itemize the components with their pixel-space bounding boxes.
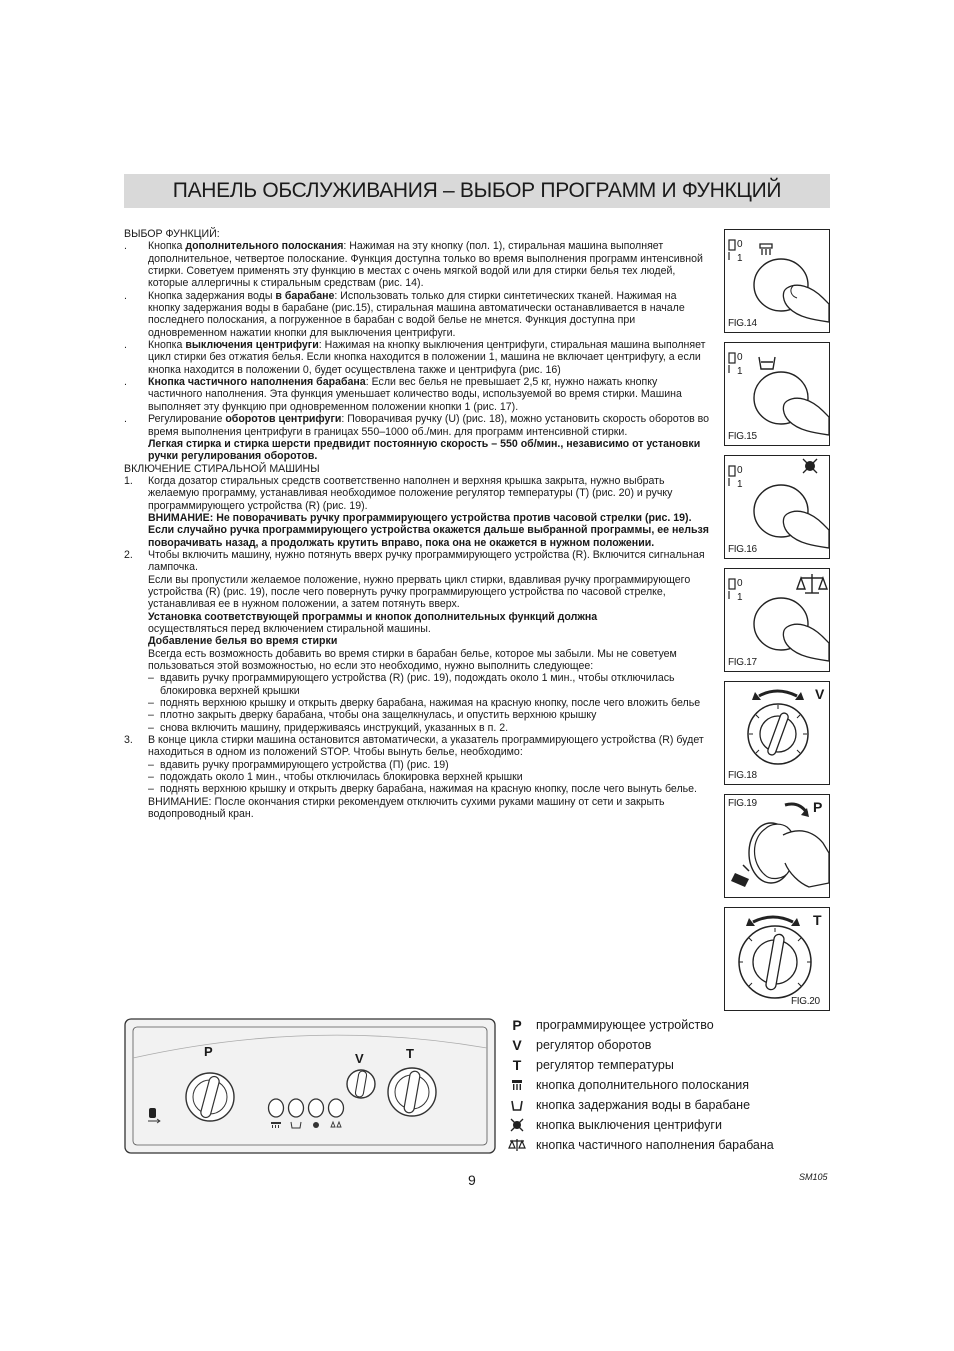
dash-item: – плотно закрыть дверку барабана, чтобы она защелкнулась, и опустить верхнюю крышку [148, 709, 597, 722]
step-3: 3. В конце цикла стирки машина остановится автоматически, а указатель программирующего устройства (R) будет находиться в одном из положений STOP. Чтобы вынуть белье, необходимо: [124, 734, 704, 759]
panel-label-t: T [406, 1046, 414, 1061]
figure-15: 0 1 FIG.15 [724, 342, 830, 446]
legend-item [506, 1115, 836, 1135]
legend-item [506, 1135, 836, 1155]
panel-label-p: P [204, 1044, 213, 1059]
figure-20: T FIG.20 [724, 907, 830, 1011]
title-bar [124, 174, 830, 208]
water-hold-icon [506, 1098, 528, 1112]
panel-label-v: V [355, 1051, 364, 1066]
speed-knob [347, 1070, 375, 1098]
rinse-icon [760, 244, 772, 255]
legend-item [506, 1055, 836, 1075]
final-warning: ВНИМАНИЕ: После окончания стирки рекомендуем отключить сухими руками машину от сети и закрыть водопроводный кран. [148, 795, 665, 821]
temperature-knob [388, 1068, 436, 1116]
legend-symbol: P [512, 1017, 522, 1033]
dash-item: – подождать около 1 мин., чтобы отключилась блокировка верхней крышки [148, 771, 523, 784]
legend-text: регулятор оборотов [536, 1038, 652, 1052]
function-item: . Регулирование оборотов центрифуги: Поворачивая ручку (U) (рис. 18), можно установить скорость оборотов во время выполнения центрифуги в границах 550–1000 об./мин. для программ интенсивной стирки. [124, 413, 710, 438]
step-1: 1. Когда дозатор стиральных средств соответственно наполнен и верхняя крышка закрыта, нужно выбрать желаемую программу, устанавливая необходимое положение регулятор температуры (T) (рис. 20) и ручку программирующего устройства (R) (рис. 19). ВНИМАНИЕ: Не поворачивать ручку программирующего устройства против часовой стрелки (рис. 19). Если случайно ручка программирующего устройства окажется дальше выбранной программы, ее нельзя поворачивать назад, а продолжать крутить вправо, пока она не окажется в нужном положении. [124, 474, 709, 549]
function-item: . Кнопка дополнительного полоскания: Нажимая на эту кнопку (пол. 1), стиральная машина выполняет дополнительное, четвертое полоскание. Функция доступна только во время выполнения программ интенсивной стирки. Советуем применять эту функцию в местах с очень мягкой водой или для стирки белья тех людей, которые аллергичны к стиральным средствам (рис. 14). [124, 240, 703, 290]
end-steps-list [124, 759, 710, 796]
scale-icon [797, 574, 827, 593]
function-item: . Кнопка выключения центрифуги: Нажимая на кнопку выключения центрифуги, стиральная машина выполняет цикл стирки без отжатия белья. Если кнопка находится в положении 1, машина не включает центрифугу, а если кнопка находится в положении 0, будет осуществлена также и центрифуга (рис. 16) [124, 339, 706, 376]
function-list [124, 240, 710, 438]
page-title: ПАНЕЛЬ ОБСЛУЖИВАНИЯ – ВЫБОР ПРОГРАММ И ФУНКЦИЙ [172, 179, 782, 202]
document-code: SM105 [799, 1172, 828, 1182]
dash-item: – поднять верхнюю крышку и открыть дверку барабана, нажимая на красную кнопку, после чего вложить белье [148, 697, 701, 710]
figure-19: FIG.19 P [724, 794, 830, 898]
functions-note: Легкая стирка и стирка шерсти предвидит постоянную скорость – 550 об/мин., независимо от установки ручки регулирования оборотов. [148, 437, 701, 463]
figure-18: V FIG.18 [724, 681, 830, 785]
legend-item [506, 1035, 836, 1055]
switch-on-heading: ВКЛЮЧЕНИЕ СТИРАЛЬНОЙ МАШИНЫ [124, 462, 320, 475]
scale-icon [506, 1138, 528, 1152]
legend-item [506, 1075, 836, 1095]
rinse-icon [506, 1078, 528, 1092]
page-number: 9 [468, 1172, 476, 1188]
dash-item: – вдавить ручку программирующего устройства (R) (рис. 19), подождать около 1 мин., чтобы отключилась блокировка верхней крышки [148, 672, 675, 697]
legend-text: кнопка задержания воды в барабане [536, 1098, 751, 1112]
figures-column [724, 229, 830, 1011]
add-laundry-heading: Добавление белья во время стирки [148, 635, 338, 648]
legend-text: программирующее устройство [536, 1018, 714, 1032]
legend-text: кнопка частичного наполнения барабана [536, 1138, 774, 1152]
dash-item: – снова включить машину, придерживаясь инструкций, указанных в п. 2. [148, 721, 509, 734]
no-spin-icon [506, 1118, 528, 1132]
dash-item: – вдавить ручку программирующего устройства (П) (рис. 19) [148, 758, 449, 771]
water-hold-icon [759, 357, 775, 369]
legend-symbol: T [512, 1057, 522, 1073]
legend-text: кнопка выключения центрифуги [536, 1118, 722, 1132]
speed-knob-illustration [725, 682, 829, 784]
legend-symbol: V [512, 1037, 522, 1053]
main-text [124, 228, 710, 821]
figure-16: 0 1 FIG.16 [724, 455, 830, 559]
functions-heading: ВЫБОР ФУНКЦИЙ: [124, 228, 220, 240]
control-panel-illustration [124, 1018, 496, 1154]
step-1-warning: ВНИМАНИЕ: Не поворачивать ручку программирующего устройства против часовой стрелки (рис. 19). Если случайно ручка программирующего устройства окажется дальше выбранной программы, ее нельзя поворачивать назад, а продолжать крутить вправо, пока она не окажется в нужном положении. [148, 511, 709, 549]
panel-legend [506, 1015, 836, 1155]
figure-14: 0 1 FIG.14 [724, 229, 830, 333]
figure-17: 0 1 FIG.17 [724, 568, 830, 672]
program-knob [186, 1073, 234, 1121]
legend-item [506, 1095, 836, 1115]
function-item: . Кнопка задержания воды в барабане: Использовать только для стирки синтетических тканей. Нажимая на кнопку задержания воды в барабане (рис.15), стиральная машина автоматически останавливается в начале последнего полоскания, а погруженное в барабан с водой белье не мнется. Функция доступна при одновременном нажатии кнопки для выключения центрифуги. [124, 289, 685, 339]
legend-text: регулятор температуры [536, 1058, 674, 1072]
step-2: 2. Чтобы включить машину, нужно потянуть вверх ручку программирующего устройства (R). Включится сигнальная лампочка. Если вы пропустили желаемое положение, нужно прервать цикл стирки, вдавливая ручку программирующего устройства (R) (рис. 19), после чего повернуть ручку программирующего устройства по часовой стрелке, устанавливая ее в нужном положении, а затем потянуть вверх. Установка соответствующей программы и кнопок дополнительных функций должна осуществляться перед включением стиральной машины. Добавление белья во время стирки Всегда есть возможность добавить во время стирки в барабан белье, которое мы забыли. Мы не советуем пользоваться этой возможностью, но если это необходимо, нужно выполнить следующее: [124, 548, 705, 673]
add-steps-list [124, 672, 710, 734]
dash-item: – поднять верхнюю крышку и открыть дверку барабана, нажимая на красную кнопку, после чего вынуть белье. [148, 783, 697, 796]
legend-item [506, 1015, 836, 1035]
legend-text: кнопка дополнительного полоскания [536, 1078, 750, 1092]
no-spin-icon [803, 459, 817, 473]
function-item: . Кнопка частичного наполнения барабана: Если вес белья не превышает 2,5 кг, нужно нажать кнопку частичного наполнения. Эта функция уменьшает количество воды, используемой во время стирки. Машина выполняет эту функцию при одновременном положении кнопки 1 (рис. 17). [124, 376, 682, 413]
